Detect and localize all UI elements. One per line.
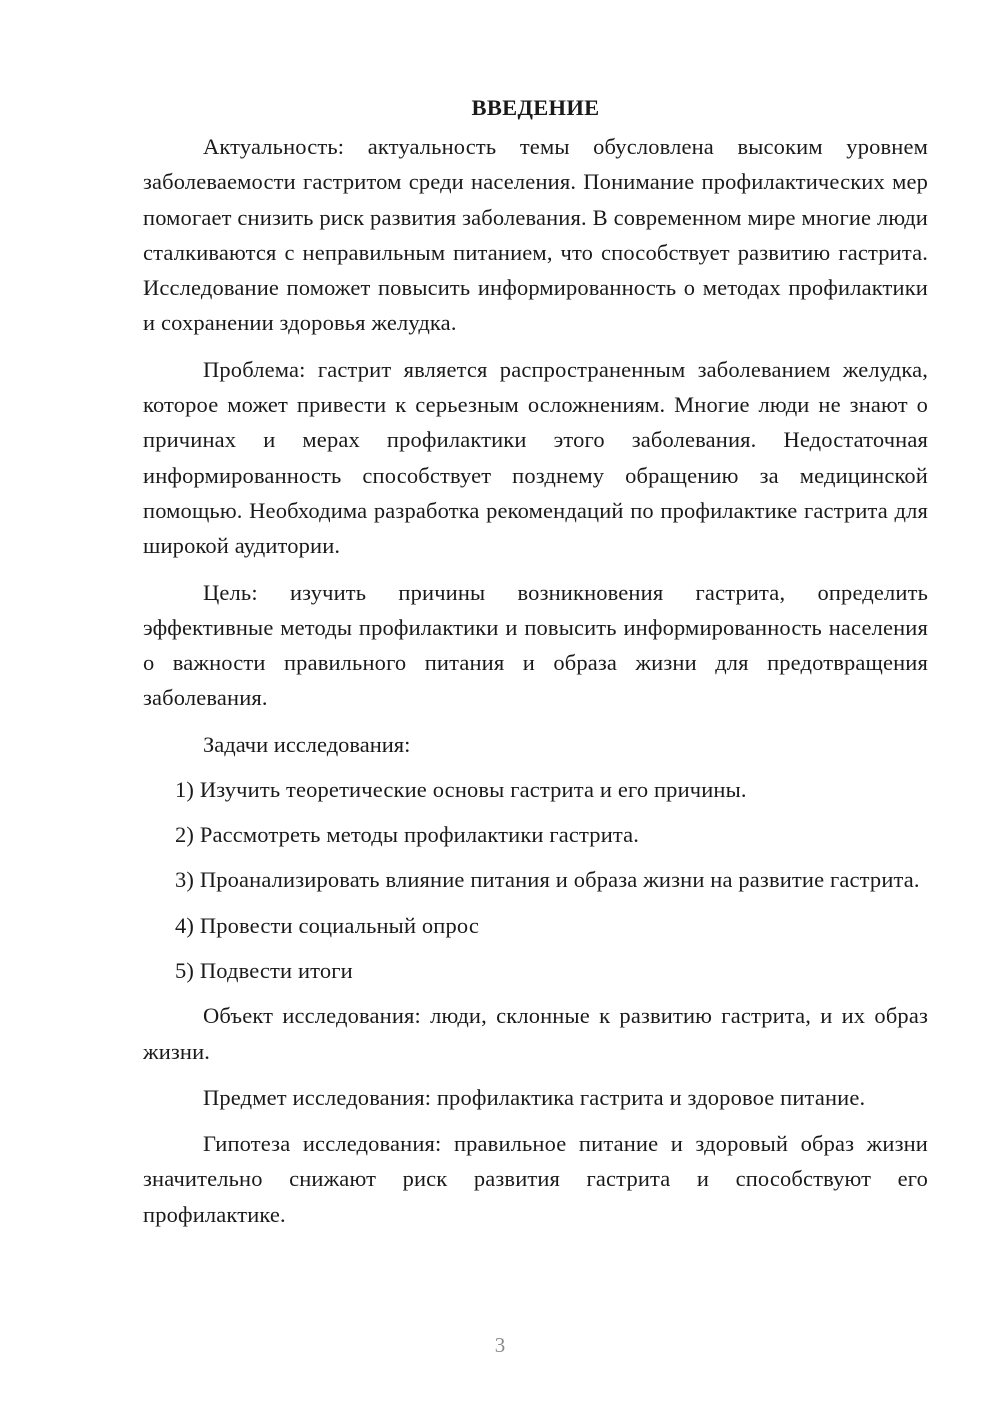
page-number: 3 (494, 1333, 506, 1357)
tasks-heading: Задачи исследования: (203, 731, 411, 757)
relevance-paragraph: Актуальность: актуальность темы обусловлена высоким уровнем заболеваемости гастритом среди населения. Понимание профилактических мер помогает снизить риск развития заболевания. В современном мире многие люди сталкиваются с неправильным питанием, что способствует развитию гастрита. Исследование поможет повысить информированность о методах профилактики и сохранении здоровья желудка. (143, 134, 928, 336)
section-title: ВВЕДЕНИЕ (471, 95, 600, 120)
task-item: 4) Провести социальный опрос (175, 912, 479, 938)
problem-paragraph: Проблема: гастрит является распространенным заболеванием желудка, которое может привести к серьезным осложнениям. Многие люди не знают о причинах и мерах профилактики этого заболевания. Недостаточная информированность способствует позднему обращению за медицинской помощью. Необходима разработка рекомендаций по профилактике гастрита для широкой аудитории. (143, 356, 928, 559)
object-paragraph: Объект исследования: люди, склонные к развитию гастрита, и их образ жизни. (143, 1003, 928, 1064)
goal-paragraph: Цель: изучить причины возникновения гастрита, определить эффективные методы профилактики и повысить информированность населения о важности правильного питания и образа жизни для предотвращения заболевания. (143, 579, 928, 711)
task-item: 1) Изучить теоретические основы гастрита и его причины. (175, 776, 747, 802)
page-content (143, 90, 928, 1243)
task-item: 5) Подвести итоги (175, 957, 353, 983)
hypothesis-paragraph: Гипотеза исследования: правильное питание и здоровый образ жизни значительно снижают риск развития гастрита и способствуют его профилактике. (143, 1131, 928, 1227)
tasks-list (143, 772, 928, 988)
subject-paragraph: Предмет исследования: профилактика гастрита и здоровое питание. (203, 1084, 866, 1110)
task-item: 3) Проанализировать влияние питания и образа жизни на развитие гастрита. (175, 867, 920, 893)
task-item: 2) Рассмотреть методы профилактики гастрита. (175, 822, 640, 848)
